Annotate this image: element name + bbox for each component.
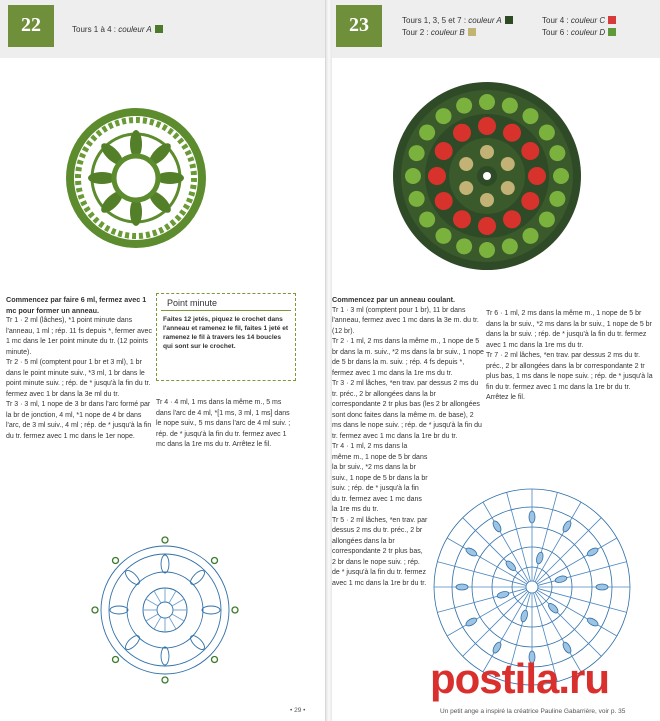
postila-watermark: postila.ru — [430, 655, 610, 702]
round-1-text: Tr 1 · 3 ml (comptent pour 1 br), 11 br dans l'anneau, fermez avec 1 mc dans la 3e m. du tr. (12 br). — [332, 306, 479, 335]
color-name: couleur D — [570, 28, 606, 37]
right-page — [332, 0, 660, 721]
round-1-text: Tr 1 · 2 ml (lâches), *1 point minute dans l'anneau, 1 ml ; rép. 11 fs depuis *, fermer avec 1 mc dans le 1er point minute du tr. (12 points minute). — [6, 317, 152, 356]
intro-paragraph: Commencez par faire 6 ml, fermez avec 1 mc pour former un anneau. — [6, 295, 147, 315]
finish-text: Arrêtez le fil. — [486, 394, 525, 401]
footer-credit: Un petit ange a inspiré la créatrice Pauline Gabarrière, voir p. 35 — [440, 708, 626, 715]
right-instructions-col2 — [486, 309, 658, 404]
round-label: Tour 4 : — [542, 16, 571, 25]
point-minute-box — [156, 293, 296, 381]
round-6-text: Tr 6 · 1 ml, 2 ms dans la même m., 1 nope de 5 br dans la br suiv., *2 ms dans la br suiv., 1 nope de 5 br dans la br suiv. ; rép. de * jusqu'à la fin du tr. fermez avec 1 mc dans la 1re ms du tr. — [486, 310, 652, 349]
round-4-text: Tr 4 · 4 ml, 1 ms dans la même m., 5 ms dans l'arc de 4 ml, *[1 ms, 3 ml, 1 ms] dans le nope suiv., 5 ms dans l'arc de 4 ml suiv. ; rép. de * jusqu'à la fin du tr. fermez avec 1 mc dans la 1re ms du tr. Arrêtez le fil. — [156, 399, 291, 448]
multicolor-motif-photo — [392, 76, 582, 276]
round-legend-3 — [542, 15, 616, 26]
color-name: couleur C — [570, 16, 606, 25]
left-instructions — [6, 295, 152, 442]
color-swatch — [505, 16, 513, 24]
color-swatch — [608, 16, 616, 24]
box-title: Point minute — [161, 294, 291, 311]
round-2-text: Tr 2 · 5 ml (comptent pour 1 br et 3 ml), 1 br dans le point minute suiv., *3 ml, 1 br dans le point minute suiv. ; rép. de * jusqu'à la fin du tr. fermez avec 1 br dans la 3e ml du tr. — [6, 359, 151, 398]
color-name: couleur A — [118, 25, 152, 34]
round-label: Tours 1, 3, 5 et 7 : — [402, 16, 469, 25]
round-7-text: Tr 7 · 2 ml lâches, *en trav. par dessus 2 ms du tr. préc., 2 br allongées dans la br correspondante 2 tr plus bas, 1 ms dans le nope suiv. ; rép. de * jusqu'à la fin du tr. fermez avec 1 mc dans la 1re br du tr. — [486, 352, 653, 391]
color-swatch — [468, 28, 476, 36]
round-legend-2 — [402, 27, 476, 38]
color-name: couleur A — [468, 16, 502, 25]
green-motif-photo — [62, 82, 210, 274]
intro-paragraph: Commencez par un anneau coulant. — [332, 295, 456, 304]
color-swatch — [608, 28, 616, 36]
left-round-legend — [72, 24, 163, 35]
round-label: Tour 2 : — [402, 28, 431, 37]
round-3-text: Tr 3 · 2 ml lâches, *en trav. par dessus 2 ms du tr. préc., 2 br allongées dans la br correspondante 2 tr plus bas (les 2 br allongées sont donc faites dans la même m. de base), 2 ms dans le nope suiv. ; rép. de * jusqu'à la fin du tr. fermez avec 1 mc dans la 1re br du tr. — [332, 380, 482, 440]
round-label: Tours 1 à 4 : — [72, 25, 119, 34]
pattern-number-23: 23 — [336, 5, 382, 47]
round-4-text: Tr 4 · 1 ml, 2 ms dans la même m., 1 nope de 5 br dans la br suiv., *2 ms dans la br suiv., 1 nope de 5 br dans la br suiv. ; rép. de * jusqu'à la fin du tr. fermez avec 1 mc dans la 1re ms du tr. — [332, 443, 428, 513]
round-label: Tour 6 : — [542, 28, 571, 37]
pattern-number-22: 22 — [8, 5, 54, 47]
round-legend-1 — [402, 15, 513, 26]
round-5-text: Tr 5 · 2 ml lâches, *en trav. par dessus 2 ms du tr. préc., 2 br allongées dans la br correspondante 2 tr plus bas, 2 br dans le nope suiv. ; rép. de * jusqu'à la fin du tr. fermez avec 1 mc dans la 1re br du tr. — [332, 516, 428, 587]
left-page — [0, 0, 326, 721]
page-number: • 29 • — [290, 707, 306, 714]
round-3-text: Tr 3 · 3 ml, 1 nope de 3 br dans l'arc formé par la br de jonction, 4 ml, *1 nope de 4 br dans l'arc, de 3 ml suiv., 4 ml ; rép. de * jusqu'à la fin du tr. fermez avec 1 mc dans le 1er nope. — [6, 401, 152, 440]
color-swatch — [155, 25, 163, 33]
left-instructions-col2 — [156, 398, 296, 451]
box-text: Faites 12 jetés, piquez le crochet dans l'anneau et ramenez le fil, faites 1 jeté et ramenez le fil à travers les 14 boucles qui sont sur le crochet. — [163, 316, 289, 350]
color-name: couleur B — [430, 28, 465, 37]
round-2-text: Tr 2 · 1 ml, 2 ms dans la même m., 1 nope de 5 br dans la m. suiv., *2 ms dans la br suiv., 1 nope de 5 br dans la m. suiv. ; rép. 4 fs depuis *, fermez avec 1 mc dans la 1re ms du tr. — [332, 338, 484, 377]
round-legend-4 — [542, 27, 616, 38]
crochet-chart-22 — [90, 510, 240, 710]
